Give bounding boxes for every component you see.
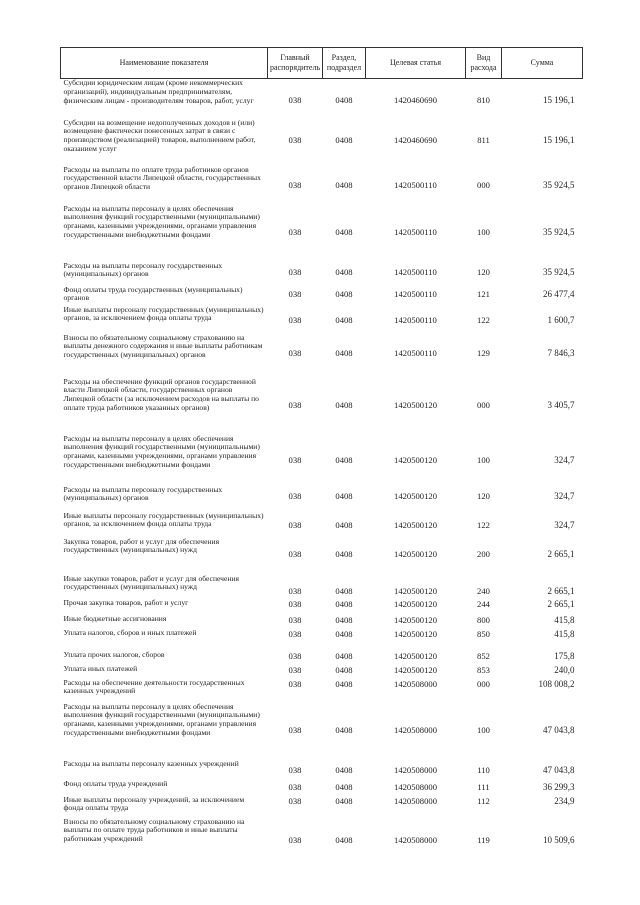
table-row xyxy=(61,512,583,538)
row-name: Уплата налогов, сборов и иных платежей xyxy=(63,627,197,637)
row-section: 0408 xyxy=(335,614,353,625)
table-row xyxy=(61,575,583,599)
row-admin: 038 xyxy=(288,226,302,237)
header-target: Целевая статья xyxy=(366,48,466,79)
header-admin: Главный распорядитель xyxy=(268,48,323,79)
row-admin: 038 xyxy=(288,678,302,689)
row-target: 1420500120 xyxy=(394,490,437,501)
row-name: Иные закупки товаров, работ и услуг для обеспечения государственных (муниципальных) нужд xyxy=(63,573,239,592)
row-admin: 038 xyxy=(288,781,302,792)
row-target: 1420500120 xyxy=(394,585,437,596)
row-admin: 038 xyxy=(288,548,302,559)
row-target: 1420500120 xyxy=(394,650,437,661)
row-target: 1420500110 xyxy=(394,288,437,299)
row-type: 853 xyxy=(477,664,490,675)
row-admin: 038 xyxy=(288,614,302,625)
table-row xyxy=(61,306,583,334)
row-section: 0408 xyxy=(335,678,353,689)
row-name: Расходы на обеспечение функций органов государственной власти Липецкой области, государственных органов Липецкой области (за исключением расходов на выплаты по оплате труда работников указанных органов) xyxy=(63,376,259,413)
row-name: Расходы на выплаты персоналу государственных (муниципальных) органов xyxy=(63,484,223,503)
row-sum: 175,8 xyxy=(554,650,575,661)
row-section: 0408 xyxy=(335,288,353,299)
budget-table xyxy=(60,47,583,858)
row-sum: 415,8 xyxy=(554,628,575,639)
header-sum: Сумма xyxy=(502,48,583,79)
row-type: 122 xyxy=(477,519,490,530)
row-sum: 35 924,5 xyxy=(543,226,575,237)
row-section: 0408 xyxy=(335,179,353,190)
row-sum: 324,7 xyxy=(554,454,575,465)
row-type: 119 xyxy=(477,834,490,845)
row-name: Закупка товаров, работ и услуг для обеспечения государственных (муниципальных) нужд xyxy=(63,536,220,555)
row-section: 0408 xyxy=(335,226,353,237)
row-name: Расходы на обеспечение деятельности государственных казенных учреждений xyxy=(63,677,245,696)
row-sum: 234,9 xyxy=(554,795,575,806)
row-sum: 2 665,1 xyxy=(547,598,575,609)
row-admin: 038 xyxy=(288,834,302,845)
row-target: 1420460690 xyxy=(394,134,437,145)
row-name: Фонд оплаты труда государственных (муниципальных) органов xyxy=(63,284,243,303)
row-type: 240 xyxy=(477,585,490,596)
row-name: Расходы на выплаты персоналу в целях обеспечения выполнения функций государственными (муниципальными) органами, казенными учреждениями, органами управления государственными внебюджетными фондами xyxy=(63,433,260,470)
row-admin: 038 xyxy=(288,399,302,410)
row-target: 1420508000 xyxy=(394,724,437,735)
table-row xyxy=(61,760,583,780)
header-section: Раздел, подраздел xyxy=(323,48,366,79)
row-section: 0408 xyxy=(335,490,353,501)
table-row xyxy=(61,79,583,119)
row-type: 810 xyxy=(477,95,490,105)
row-section: 0408 xyxy=(335,834,353,845)
row-admin: 038 xyxy=(288,314,302,325)
table-row xyxy=(61,679,583,703)
table-row xyxy=(61,615,583,629)
row-section: 0408 xyxy=(335,519,353,530)
table-row xyxy=(61,286,583,306)
row-type: 121 xyxy=(477,288,490,299)
row-sum: 324,7 xyxy=(554,519,575,530)
row-type: 112 xyxy=(477,795,490,806)
table-row xyxy=(61,378,583,435)
row-name: Расходы на выплаты по оплате труда работников органов государственной власти Липецкой области, государственных органов Липецкой области xyxy=(63,164,261,192)
row-target: 1420500120 xyxy=(394,614,437,625)
row-target: 1420500120 xyxy=(394,519,437,530)
row-type: 200 xyxy=(477,548,490,559)
row-sum: 324,7 xyxy=(554,490,575,501)
row-admin: 038 xyxy=(288,288,302,299)
row-sum: 36 299,3 xyxy=(543,781,575,792)
row-admin: 038 xyxy=(288,347,302,358)
row-name: Расходы на выплаты персоналу государственных (муниципальных) органов xyxy=(63,260,223,279)
row-target: 1420500110 xyxy=(394,314,437,325)
row-name: Расходы на выплаты персоналу в целях обеспечения выполнения функций государственными (муниципальными) органами, казенными учреждениями, органами управления государственными внебюджетными фондами xyxy=(63,701,260,738)
table-row xyxy=(61,665,583,679)
row-section: 0408 xyxy=(335,724,353,735)
row-sum: 15 196,1 xyxy=(543,134,575,145)
row-section: 0408 xyxy=(335,764,353,775)
row-section: 0408 xyxy=(335,548,353,559)
row-section: 0408 xyxy=(335,347,353,358)
row-target: 1420508000 xyxy=(394,834,437,845)
row-section: 0408 xyxy=(335,781,353,792)
table-row xyxy=(61,780,583,796)
row-section: 0408 xyxy=(335,314,353,325)
row-sum: 47 043,8 xyxy=(543,764,575,775)
row-sum: 415,8 xyxy=(554,614,575,625)
row-type: 120 xyxy=(477,490,490,501)
row-sum: 35 924,5 xyxy=(543,266,575,277)
row-target: 1420500110 xyxy=(394,226,437,237)
row-admin: 038 xyxy=(288,664,302,675)
table-row xyxy=(61,205,583,262)
row-section: 0408 xyxy=(335,134,353,145)
row-name: Субсидии на возмещение недополученных доходов и (или) возмещение фактически понесенных затрат в связи с производством (реализацией) товаров, выполнением работ, оказанием услуг xyxy=(63,117,256,154)
row-type: 129 xyxy=(477,347,490,358)
row-type: 852 xyxy=(477,650,490,661)
row-target: 1420500120 xyxy=(394,628,437,639)
row-type: 100 xyxy=(477,454,490,465)
row-type: 110 xyxy=(477,764,490,775)
row-type: 811 xyxy=(477,134,490,145)
table-row xyxy=(61,538,583,575)
row-section: 0408 xyxy=(335,95,353,105)
row-name: Прочая закупка товаров, работ и услуг xyxy=(63,597,189,607)
row-type: 000 xyxy=(477,399,490,410)
row-sum: 3 405,7 xyxy=(547,399,575,410)
row-sum: 2 665,1 xyxy=(547,548,575,559)
row-admin: 038 xyxy=(288,266,302,277)
table-header-row xyxy=(61,48,583,79)
row-sum: 26 477,4 xyxy=(543,288,575,299)
row-name: Иные выплаты персоналу государственных (муниципальных) органов, за исключением фонда оплаты труда xyxy=(63,304,264,323)
row-sum: 2 665,1 xyxy=(547,585,575,596)
row-admin: 038 xyxy=(288,490,302,501)
row-name: Взносы по обязательному социальному страхованию на выплаты денежного содержания и иные выплаты работникам государственных (муниципальных) органов xyxy=(63,332,263,360)
row-section: 0408 xyxy=(335,598,353,609)
row-admin: 038 xyxy=(288,585,302,596)
row-section: 0408 xyxy=(335,585,353,596)
row-name: Уплата иных платежей xyxy=(63,663,138,673)
row-name: Иные бюджетные ассигнования xyxy=(63,613,167,623)
row-sum: 240,0 xyxy=(554,664,575,675)
row-target: 1420500110 xyxy=(394,266,437,277)
table-row xyxy=(61,651,583,665)
table-row xyxy=(61,334,583,378)
row-name: Фонд оплаты труда учреждений xyxy=(63,778,168,788)
row-section: 0408 xyxy=(335,399,353,410)
row-target: 1420500110 xyxy=(394,347,437,358)
table-row xyxy=(61,166,583,205)
row-name: Взносы по обязательному социальному страхованию на выплаты по оплате труда работников и иные выплаты работникам учреждений xyxy=(63,816,245,844)
row-section: 0408 xyxy=(335,454,353,465)
row-admin: 038 xyxy=(288,454,302,465)
table-row xyxy=(61,435,583,486)
row-type: 122 xyxy=(477,314,490,325)
row-admin: 038 xyxy=(288,134,302,145)
row-name: Иные выплаты персоналу учреждений, за исключением фонда оплаты труда xyxy=(63,794,245,813)
row-type: 111 xyxy=(477,781,490,792)
row-type: 100 xyxy=(477,724,490,735)
row-target: 1420508000 xyxy=(394,678,437,689)
row-target: 1420500120 xyxy=(394,399,437,410)
row-target: 1420508000 xyxy=(394,795,437,806)
row-target: 1420508000 xyxy=(394,764,437,775)
table-row xyxy=(61,703,583,760)
row-target: 1420500120 xyxy=(394,664,437,675)
row-sum: 108 008,2 xyxy=(538,678,575,689)
row-admin: 038 xyxy=(288,179,302,190)
row-type: 850 xyxy=(477,628,490,639)
row-target: 1420500120 xyxy=(394,598,437,609)
row-name: Уплата прочих налогов, сборов xyxy=(63,649,165,659)
row-section: 0408 xyxy=(335,628,353,639)
table-row xyxy=(61,818,583,858)
row-sum: 35 924,5 xyxy=(543,179,575,190)
row-target: 1420460690 xyxy=(394,95,437,105)
row-target: 1420500120 xyxy=(394,548,437,559)
row-name: Иные выплаты персоналу государственных (муниципальных) органов, за исключением фонда оплаты труда xyxy=(63,510,264,529)
row-type: 100 xyxy=(477,226,490,237)
row-admin: 038 xyxy=(288,598,302,609)
budget-table-page xyxy=(60,47,582,858)
row-admin: 038 xyxy=(288,724,302,735)
row-sum: 7 846,3 xyxy=(547,347,575,358)
row-target: 1420508000 xyxy=(394,781,437,792)
table-row xyxy=(61,629,583,651)
row-section: 0408 xyxy=(335,266,353,277)
row-admin: 038 xyxy=(288,628,302,639)
row-target: 1420500120 xyxy=(394,454,437,465)
table-row xyxy=(61,796,583,818)
row-admin: 038 xyxy=(288,650,302,661)
row-name: Расходы на выплаты персоналу казенных учреждений xyxy=(63,758,239,768)
row-admin: 038 xyxy=(288,795,302,806)
row-target: 1420500110 xyxy=(394,179,437,190)
row-sum: 47 043,8 xyxy=(543,724,575,735)
row-sum: 10 509,6 xyxy=(543,834,575,845)
header-name: Наименование показателя xyxy=(61,48,268,79)
row-admin: 038 xyxy=(288,95,302,105)
row-name: Расходы на выплаты персоналу в целях обеспечения выполнения функций государственными (муниципальными) органами, казенными учреждениями, органами управления государственными внебюджетными фондами xyxy=(63,203,260,240)
row-type: 000 xyxy=(477,179,490,190)
table-row xyxy=(61,599,583,615)
row-type: 000 xyxy=(477,678,490,689)
row-sum: 1 600,7 xyxy=(547,314,575,325)
row-type: 244 xyxy=(477,598,490,609)
row-section: 0408 xyxy=(335,664,353,675)
row-admin: 038 xyxy=(288,519,302,530)
row-type: 800 xyxy=(477,614,490,625)
table-row xyxy=(61,262,583,286)
row-type: 120 xyxy=(477,266,490,277)
row-sum: 15 196,1 xyxy=(543,95,575,105)
row-admin: 038 xyxy=(288,764,302,775)
table-row xyxy=(61,119,583,166)
row-section: 0408 xyxy=(335,650,353,661)
row-section: 0408 xyxy=(335,795,353,806)
header-type: Вид расхода xyxy=(466,48,502,79)
row-name: Субсидии юридическим лицам (кроме некоммерческих организаций), индивидуальным предпринимателям, физическим лицам - производителям товаров, работ, услуг xyxy=(63,78,254,105)
table-row xyxy=(61,486,583,512)
